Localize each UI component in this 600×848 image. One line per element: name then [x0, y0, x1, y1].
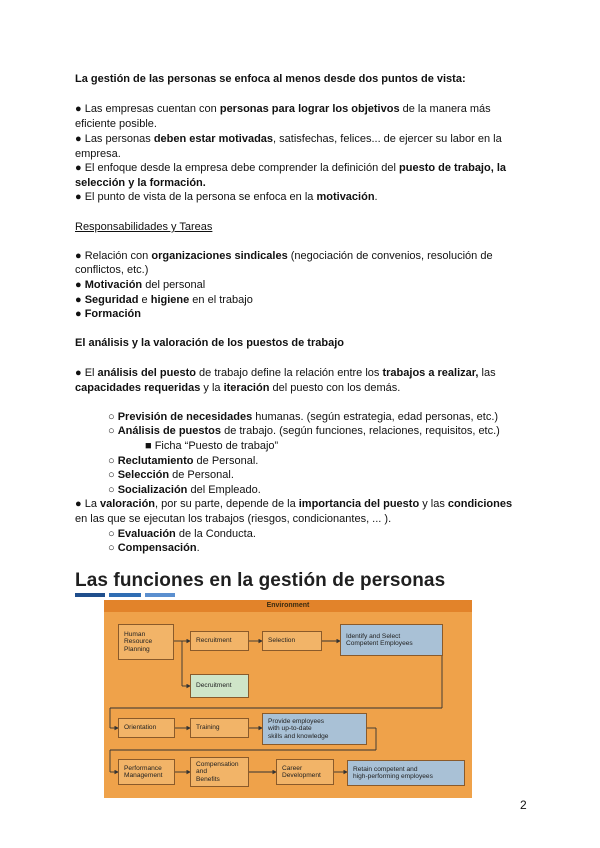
analysis-title: El análisis y la valoración de los puestos de trabajo	[75, 337, 344, 349]
resp-training: ● Formación	[75, 308, 141, 320]
box-identify-select: Identify and Select Competent Employees	[340, 624, 443, 656]
bullet-objectives-cont: eficiente posible.	[75, 118, 157, 130]
sub-selection: ○ Selección de Personal.	[108, 469, 234, 481]
resp-unions-cont: conflictos, etc.)	[75, 264, 149, 276]
responsibilities-title: Responsabilidades y Tareas	[75, 221, 213, 233]
box-selection: Selection	[262, 631, 322, 651]
sub-socialization: ○ Socialización del Empleado.	[108, 484, 261, 496]
title-underline-bars	[75, 593, 185, 598]
figure-title: Las funciones en la gestión de personas	[75, 570, 446, 591]
box-career-development: Career Development	[276, 759, 334, 785]
sub-forecast: ○ Previsión de necesidades humanas. (según estrategia, edad personas, etc.)	[108, 411, 499, 423]
box-decruitment: Decruitment	[190, 674, 249, 698]
underline-bar-3	[145, 593, 175, 597]
bullet-person-view: ● El punto de vista de la persona se enfoca en la motivación.	[75, 191, 378, 203]
bullet-objectives: ● Las empresas cuentan con personas para lograr los objetivos de la manera más	[75, 103, 491, 115]
page-number: 2	[520, 798, 527, 812]
bullet-motivated: ● Las personas deben estar motivadas, satisfechas, felices... de ejercer su labor en la	[75, 133, 502, 145]
underline-bar-1	[75, 593, 105, 597]
box-training: Training	[190, 718, 249, 738]
box-retain-employees: Retain competent and high-performing employees	[347, 760, 465, 786]
sub-compensation: ○ Compensación.	[108, 542, 200, 554]
analysis-line-1: ● El análisis del puesto de trabajo define la relación entre los trabajos a realizar, las	[75, 367, 496, 379]
resp-unions: ● Relación con organizaciones sindicales (negociación de convenios, resolución de	[75, 250, 493, 262]
resp-safety: ● Seguridad e higiene en el trabajo	[75, 294, 253, 306]
bullet-company-focus-cont: selección y la formación.	[75, 177, 206, 189]
underline-bar-2	[109, 593, 141, 597]
box-orientation: Orientation	[118, 718, 175, 738]
bullet-company-focus: ● El enfoque desde la empresa debe comprender la definición del puesto de trabajo, la	[75, 162, 506, 174]
box-provide-skills: Provide employees with up-to-date skills and knowledge	[262, 713, 367, 745]
bullet-motivated-cont: empresa.	[75, 148, 121, 160]
environment-label: Environment	[104, 600, 472, 612]
sub-recruitment: ○ Reclutamiento de Personal.	[108, 455, 259, 467]
box-compensation-benefits: Compensation and Benefits	[190, 757, 249, 787]
hr-functions-diagram	[104, 600, 472, 798]
sub-job-card: ■ Ficha “Puesto de trabajo”	[145, 440, 279, 452]
box-recruitment: Recruitment	[190, 631, 249, 651]
resp-motivation: ● Motivación del personal	[75, 279, 206, 291]
valuation-line-1: ● La valoración, por su parte, depende de la importancia del puesto y las condiciones	[75, 498, 513, 510]
sub-evaluation: ○ Evaluación de la Conducta.	[108, 528, 256, 540]
valuation-line-2: en las que se ejecutan los trabajos (riesgos, condicionantes, ... ).	[75, 513, 392, 525]
intro-heading: La gestión de las personas se enfoca al menos desde dos puntos de vista:	[75, 73, 466, 85]
box-performance-management: Performance Management	[118, 759, 175, 785]
analysis-line-2: capacidades requeridas y la iteración del puesto con los demás.	[75, 382, 401, 394]
box-hr-planning: Human Resource Planning	[118, 624, 174, 660]
sub-job-analysis: ○ Análisis de puestos de trabajo. (según funciones, relaciones, requisitos, etc.)	[108, 425, 500, 437]
